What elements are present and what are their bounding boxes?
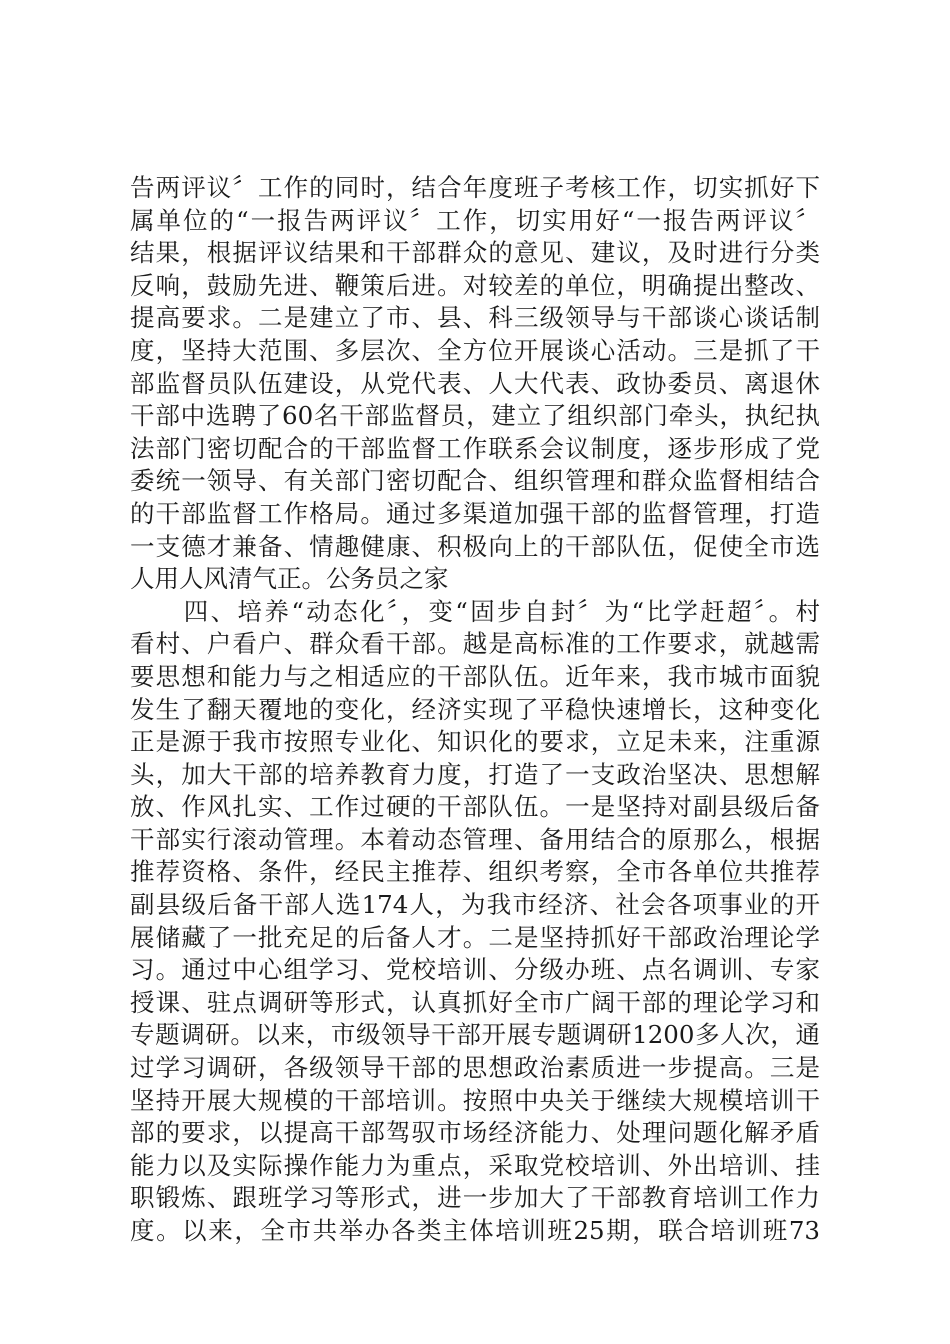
text-line: 四、培养“动态化〞，变“固步自封〞为“比学赶超〞。村 bbox=[130, 596, 820, 626]
text-line: 的干部监督工作格局。通过多渠道加强干部的监督管理，打造 bbox=[130, 498, 820, 528]
text-line: 要思想和能力与之相适应的干部队伍。近年来，我市城市面貌 bbox=[130, 661, 820, 691]
text-line: 提高要求。二是建立了市、县、科三级领导与干部谈心谈话制 bbox=[130, 303, 820, 333]
text-line: 干部实行滚动管理。本着动态管理、备用结合的原那么，根据 bbox=[130, 824, 820, 854]
text-line: 授课、驻点调研等形式，认真抓好全市广阔干部的理论学习和 bbox=[130, 987, 820, 1017]
text-line: 头，加大干部的培养教育力度，打造了一支政治坚决、思想解 bbox=[130, 759, 820, 789]
text-line: 度。以来，全市共举办各类主体培训班25期，联合培训班73 bbox=[130, 1216, 820, 1245]
text-line: 习。通过中心组学习、党校培训、分级办班、点名调训、专家 bbox=[130, 955, 820, 985]
text-line: 结果，根据评议结果和干部群众的意见、建议，及时进行分类 bbox=[130, 238, 820, 268]
text-line: 属单位的“一报告两评议〞工作，切实用好“一报告两评议〞 bbox=[130, 205, 820, 235]
text-line: 干部中选聘了60名干部监督员，建立了组织部门牵头，执纪执 bbox=[130, 401, 820, 431]
text-line: 一支德才兼备、情趣健康、积极向上的干部队伍，促使全市选 bbox=[130, 531, 820, 561]
body-text bbox=[130, 172, 820, 1248]
text-line: 告两评议〞工作的同时，结合年度班子考核工作，切实抓好下 bbox=[130, 173, 820, 202]
text-line: 看村、户看户、群众看干部。越是高标准的工作要求，就越需 bbox=[130, 629, 820, 659]
text-line: 度，坚持大范围、多层次、全方位开展谈心活动。三是抓了干 bbox=[130, 335, 820, 365]
text-line: 专题调研。以来，市级领导干部开展专题调研1200多人次，通 bbox=[130, 1020, 820, 1050]
text-line: 展储藏了一批充足的后备人才。二是坚持抓好干部政治理论学 bbox=[130, 922, 820, 952]
text-line: 放、作风扎实、工作过硬的干部队伍。一是坚持对副县级后备 bbox=[130, 792, 820, 822]
text-line: 发生了翻天覆地的变化，经济实现了平稳快速增长，这种变化 bbox=[130, 694, 820, 724]
text-line: 能力以及实际操作能力为重点，采取党校培训、外出培训、挂 bbox=[130, 1150, 820, 1180]
text-line: 法部门密切配合的干部监督工作联系会议制度，逐步形成了党 bbox=[130, 433, 820, 463]
text-line: 正是源于我市按照专业化、知识化的要求，立足未来，注重源 bbox=[130, 727, 820, 757]
text-line: 职锻炼、跟班学习等形式，进一步加大了干部教育培训工作力 bbox=[130, 1183, 820, 1213]
text-line: 委统一领导、有关部门密切配合、组织管理和群众监督相结合 bbox=[130, 466, 820, 496]
text-line: 过学习调研，各级领导干部的思想政治素质进一步提高。三是 bbox=[130, 1053, 820, 1083]
text-line: 部的要求，以提高干部驾驭市场经济能力、处理问题化解矛盾 bbox=[130, 1118, 820, 1148]
text-line: 推荐资格、条件，经民主推荐、组织考察，全市各单位共推荐 bbox=[130, 857, 820, 887]
text-line: 人用人风清气正。公务员之家 bbox=[130, 564, 449, 594]
text-line: 反响，鼓励先进、鞭策后进。对较差的单位，明确提出整改、 bbox=[130, 270, 820, 300]
text-line: 副县级后备干部人选174人，为我市经济、社会各项事业的开 bbox=[130, 890, 820, 920]
text-line: 坚持开展大规模的干部培训。按照中央关于继续大规模培训干 bbox=[130, 1085, 820, 1115]
text-line: 部监督员队伍建设，从党代表、人大代表、政协委员、离退休 bbox=[130, 368, 820, 398]
